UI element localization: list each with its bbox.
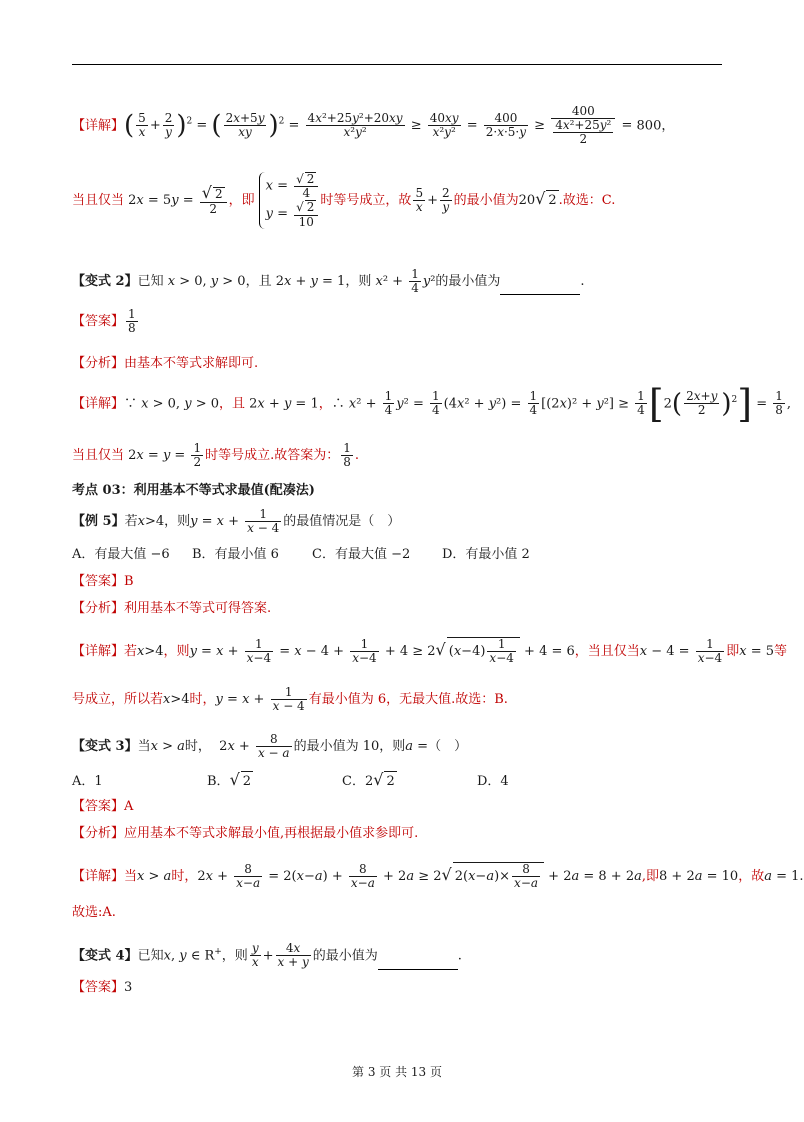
variant4-question: 【变式 4】已知x, y ∈ R+，则 $\frac{y}{x}$ + $\frac{4x}{x + y}$ 的最小值为 . [72, 941, 462, 970]
option-c[interactable]: C．2√ 2 [342, 770, 477, 792]
formula-2: 2x = 5y = $\frac{√ 2}{2}$ [124, 193, 229, 208]
page-footer: 第 3 页 共 13 页 [352, 1065, 442, 1079]
header-rule [72, 64, 722, 65]
variant2-label: 【变式 2】 [72, 274, 138, 290]
variant2-analysis: 【分析】由基本不等式求解即可. [72, 356, 259, 371]
option-d[interactable]: D．有最小值 2 [442, 547, 530, 562]
detail-label: 【详解】 [72, 118, 125, 134]
detail-line-1 [72, 105, 722, 147]
detail-line-2: 当且仅当 2x = 5y = $\frac{√ 2}{2}$ ，即 x = $\frac{√ 2}{4}$ y = $\frac{√ 2}{10}$ 时等号成立，故 $\frac{5}{x}$ + $\frac{2}{y}$ 的最小值为20√ 2 .故选：C. [72, 172, 616, 229]
option-b[interactable]: B．√ 2 [207, 770, 342, 792]
tail-800: 800， [636, 118, 675, 134]
option-a[interactable]: A．1 [72, 774, 103, 789]
variant2-question: 【变式 2】已知 x > 0, y > 0，且 2x + y = 1，则 x² + $\frac{1}{4}$ y²的最小值为 . [72, 267, 585, 296]
variant2-answer: 【答案】 $\frac{1}{8}$ [72, 307, 136, 336]
example5-question: 【例 5】若x>4，则y = x + $\frac{1}{x - 4}$ 的最值情况是（ ） [72, 507, 401, 536]
variant4-answer: 【答案】3 [72, 980, 133, 995]
answer-blank [378, 955, 458, 970]
example5-detail: 【详解】若x>4，则y = x + $\frac{1}{x-4}$ = x − 4 + $\frac{1}{x-4}$ + 4 ≥ 2√ (x−4) $\frac{1}{x-4}$ + 4 = 6，当且仅当x − 4 = $\frac{1}{x-4}$ 即x = 5等 [72, 637, 788, 666]
variant3-options [72, 770, 722, 792]
equation-system: x = $\frac{√ 2}{4}$ y = $\frac{√ 2}{10}$ [259, 172, 321, 229]
variant2-detail: 【详解】∵ x > 0, y > 0，且 2x + y = 1，∴ x² + $\frac{1}{4}$ y² = $\frac{1}{4}$ (4x² + y²) = $\frac{1}{4}$ [(2x)² + y²] ≥ $\frac{1}{4}$ [2( $\frac{2x+y}{2}$ )$^2$] = $\frac{1}{8}$ , [72, 381, 792, 426]
option-a[interactable]: A．有最大值 −6 [72, 547, 170, 562]
variant2-equality: 当且仅当 2x = y = $\frac{1}{2}$ 时等号成立.故答案为： $\frac{1}{8}$ . [72, 441, 360, 470]
variant3-conclusion: 故选:A. [72, 905, 116, 920]
answer-blank [500, 280, 580, 295]
option-b[interactable]: B．有最小值 6 [192, 547, 279, 562]
example5-answer: 【答案】B [72, 574, 134, 589]
example5-detail-2: 号成立，所以若x>4时，y = x + $\frac{1}{x - 4}$ 有最小值为 6，无最大值.故选：B. [72, 685, 508, 714]
example5-options [72, 545, 722, 565]
variant3-answer: 【答案】A [72, 799, 134, 814]
option-d[interactable]: D．4 [477, 774, 509, 789]
option-c[interactable]: C．有最大值 −2 [312, 547, 411, 562]
variant3-detail: 【详解】当x > a时，2x + $\frac{8}{x-a}$ = 2(x−a) + $\frac{8}{x-a}$ + 2a ≥ 2√ 2(x−a)× $\frac{8}{x-a}$ + 2a = 8 + 2a,即8 + 2a = 10，故a = 1. [72, 862, 804, 891]
formula-1: ( $\frac{5}{x}$ + $\frac{2}{y}$ )$^2$ = ( $\frac{2x+5y}{xy}$ )$^2$ = $\frac{\text{4x²+25y²+20xy}}{\text{x²y²}}$ ≥ $\frac{40xy}{\text{x²y²}}$ = $\frac{400}{2\cdot x\cdot 5\cdot y}$ ≥ $\frac{400}{\frac{\text{4x²+25y²}}{2}}$ = [124, 104, 637, 147]
variant3-question: 【变式 3】当x > a时， 2x + $\frac{8}{x - a}$ 的最小值为 10，则a =（ ） [72, 732, 468, 761]
example5-analysis: 【分析】利用基本不等式可得答案. [72, 601, 272, 616]
variant3-analysis: 【分析】应用基本不等式求解最小值,再根据最小值求参即可. [72, 826, 419, 841]
section-heading: 考点 03：利用基本不等式求最值(配凑法) [72, 483, 315, 498]
